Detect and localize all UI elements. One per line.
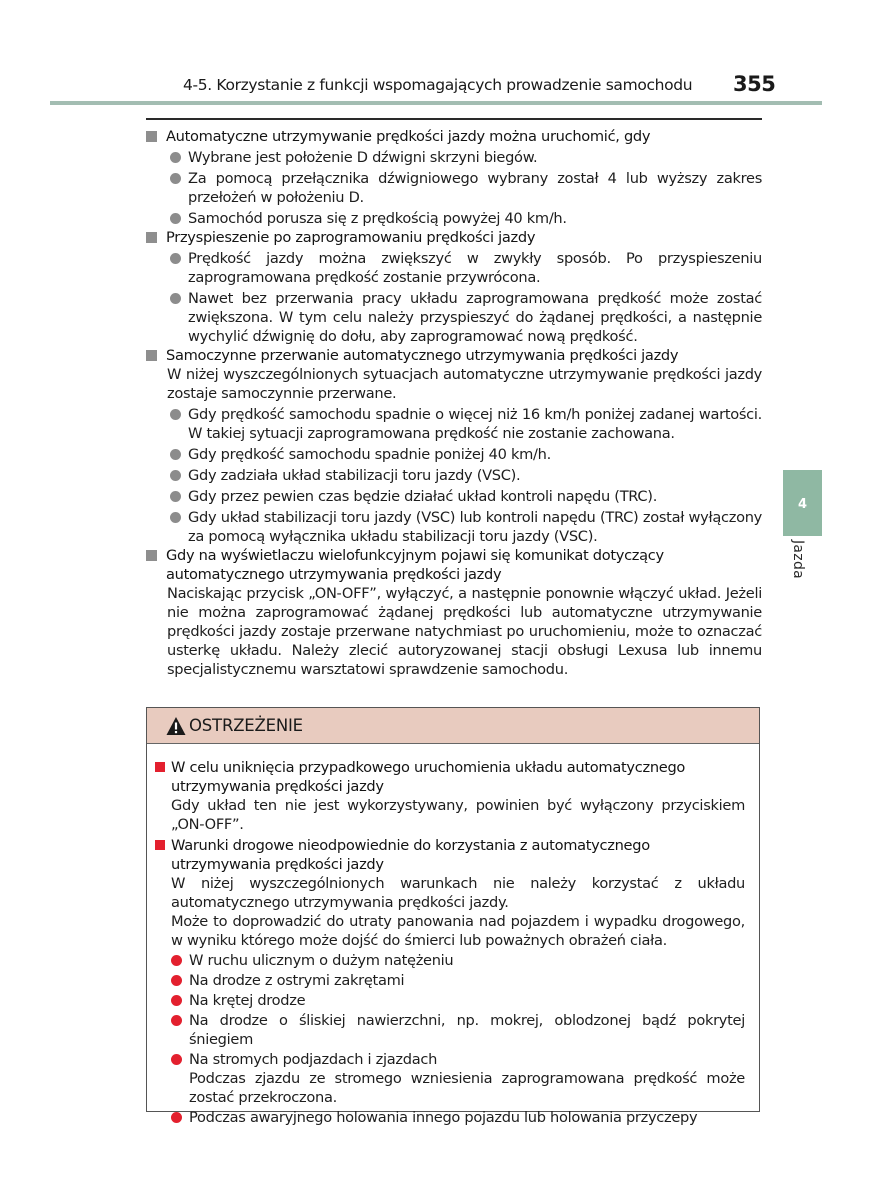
red-circle-bullet-icon xyxy=(171,1112,182,1123)
page-header xyxy=(0,72,877,102)
header-rule xyxy=(50,101,822,105)
red-circle-bullet-icon xyxy=(171,1015,182,1026)
square-bullet-icon xyxy=(146,550,157,561)
circle-bullet-icon xyxy=(170,293,181,304)
red-square-bullet-icon xyxy=(155,762,165,772)
red-circle-bullet-icon xyxy=(171,975,182,986)
warning-section-heading: W celu uniknięcia przypadkowego uruchomienia układu automatycznego utrzymywania prędkości jazdy xyxy=(155,758,745,796)
section-heading: Automatyczne utrzymywanie prędkości jazdy można uruchomić, gdy xyxy=(146,127,762,146)
warning-section-heading: Warunki drogowe nieodpowiednie do korzystania z automatycznego utrzymywania prędkości jazdy xyxy=(155,836,745,874)
warning-box xyxy=(146,707,760,1126)
section-heading: Przyspieszenie po zaprogramowaniu prędkości jazdy xyxy=(146,228,762,247)
circle-bullet-icon xyxy=(170,173,181,184)
warning-bullet-list xyxy=(155,951,745,1127)
section-acceleration xyxy=(146,228,762,346)
list-item: Gdy prędkość samochodu spadnie poniżej 40 km/h. xyxy=(170,445,762,464)
list-item: Na krętej drodze xyxy=(171,991,745,1010)
list-item: Gdy zadziała układ stabilizacji toru jazdy (VSC). xyxy=(170,466,762,485)
list-item: Na drodze z ostrymi zakrętami xyxy=(171,971,745,990)
list-item: Samochód porusza się z prędkością powyżej 40 km/h. xyxy=(170,209,762,228)
list-item: Za pomocą przełącznika dźwigniowego wybrany został 4 lub wyższy zakres przełożeń w położeniu D. xyxy=(170,169,762,207)
warning-section-text: W niżej wyszczególnionych warunkach nie należy korzystać z układu automatycznego utrzymywania prędkości jazdy. xyxy=(171,875,745,911)
circle-bullet-icon xyxy=(170,409,181,420)
section-heading: Samoczynne przerwanie automatycznego utrzymywania prędkości jazdy xyxy=(146,346,762,365)
warning-body xyxy=(147,744,759,1127)
circle-bullet-icon xyxy=(170,512,181,523)
circle-bullet-icon xyxy=(170,253,181,264)
circle-bullet-icon xyxy=(170,470,181,481)
warning-section-text-2: Może to doprowadzić do utraty panowania nad pojazdem i wypadku drogowego, w wyniku którego może dojść do śmierci lub poważnych obrażeń ciała. xyxy=(171,913,745,949)
content-rule xyxy=(146,118,762,120)
bullet-list xyxy=(146,405,762,546)
square-bullet-icon xyxy=(146,350,157,361)
circle-bullet-icon xyxy=(170,449,181,460)
warning-section-accidental-activation xyxy=(155,758,745,834)
list-item: Wybrane jest położenie D dźwigni skrzyni biegów. xyxy=(170,148,762,167)
list-item: Gdy układ stabilizacji toru jazdy (VSC) lub kontroli napędu (TRC) został wyłączony za pomocą wyłącznika układu stabilizacji toru jazdy (VSC). xyxy=(170,508,762,546)
section-heading: Gdy na wyświetlaczu wielofunkcyjnym pojawi się komunikat dotyczący automatycznego utrzymywania prędkości jazdy xyxy=(146,546,762,584)
red-circle-bullet-icon xyxy=(171,1054,182,1065)
circle-bullet-icon xyxy=(170,491,181,502)
warning-title: OSTRZEŻENIE xyxy=(189,716,303,735)
bullet-note: Podczas zjazdu ze stromego wzniesienia zaprogramowana prędkość może zostać przekroczona. xyxy=(189,1070,745,1106)
list-item: Gdy przez pewien czas będzie działać układ kontroli napędu (TRC). xyxy=(170,487,762,506)
warning-header xyxy=(147,708,759,744)
chapter-label: Jazda xyxy=(790,540,806,580)
warning-section-text: Gdy układ ten nie jest wykorzystywany, powinien być wyłączony przyciskiem „ON-OFF”. xyxy=(171,797,745,833)
circle-bullet-icon xyxy=(170,213,181,224)
section-display-message xyxy=(146,546,762,679)
list-item: Prędkość jazdy można zwiększyć w zwykły sposób. Po przyspieszeniu zaprogramowana prędkość zostanie przywrócona. xyxy=(170,249,762,287)
chapter-tab xyxy=(783,470,822,536)
bullet-list xyxy=(146,148,762,228)
circle-bullet-icon xyxy=(170,152,181,163)
list-item: Nawet bez przerwania pracy układu zaprogramowana prędkość może zostać zwiększona. W tym celu należy przyspieszyć do żądanej prędkości, a następnie wychylić dźwignię do dołu, aby zaprogramować nową prędkość. xyxy=(170,289,762,346)
square-bullet-icon xyxy=(146,232,157,243)
square-bullet-icon xyxy=(146,131,157,142)
section-intro: W niżej wyszczególnionych sytuacjach automatyczne utrzymywanie prędkości jazdy zostaje samoczynnie przerwane. xyxy=(167,366,762,402)
red-square-bullet-icon xyxy=(155,840,165,850)
page-number: 355 xyxy=(733,72,776,96)
list-item: Podczas awaryjnego holowania innego pojazdu lub holowania przyczepy xyxy=(171,1108,745,1127)
list-item: W ruchu ulicznym o dużym natężeniu xyxy=(171,951,745,970)
bullet-main-text: Na stromych podjazdach i zjazdach xyxy=(189,1051,438,1068)
bullet-list xyxy=(146,249,762,346)
main-content xyxy=(146,127,762,679)
chapter-number: 4 xyxy=(797,497,808,512)
warning-section-road-conditions xyxy=(155,836,745,1127)
chapter-title: 4-5. Korzystanie z funkcji wspomagających prowadzenie samochodu xyxy=(183,76,693,94)
section-auto-cancel xyxy=(146,346,762,546)
list-item: Na drodze o śliskiej nawierzchni, np. mokrej, oblodzonej bądź pokrytej śniegiem xyxy=(171,1011,745,1049)
list-item xyxy=(171,1050,745,1107)
section-activation-conditions xyxy=(146,127,762,228)
red-circle-bullet-icon xyxy=(171,955,182,966)
section-body: Naciskając przycisk „ON-OFF”, wyłączyć, a następnie ponownie włączyć układ. Jeżeli nie można zaprogramować żądanej prędkości lub automatyczne utrzymywanie prędkości jazdy zostaje przerwane natychmiast po uruchomieniu, może to oznaczać usterkę układu. Należy zlecić autoryzowanej stacji obsługi Lexusa lub innemu specjalistycznemu warsztatowi sprawdzenie samochodu. xyxy=(167,585,762,678)
warning-triangle-icon xyxy=(166,716,186,736)
list-item: Gdy prędkość samochodu spadnie o więcej niż 16 km/h poniżej zadanej wartości. W takiej sytuacji zaprogramowana prędkość nie zostanie zachowana. xyxy=(170,405,762,443)
red-circle-bullet-icon xyxy=(171,995,182,1006)
